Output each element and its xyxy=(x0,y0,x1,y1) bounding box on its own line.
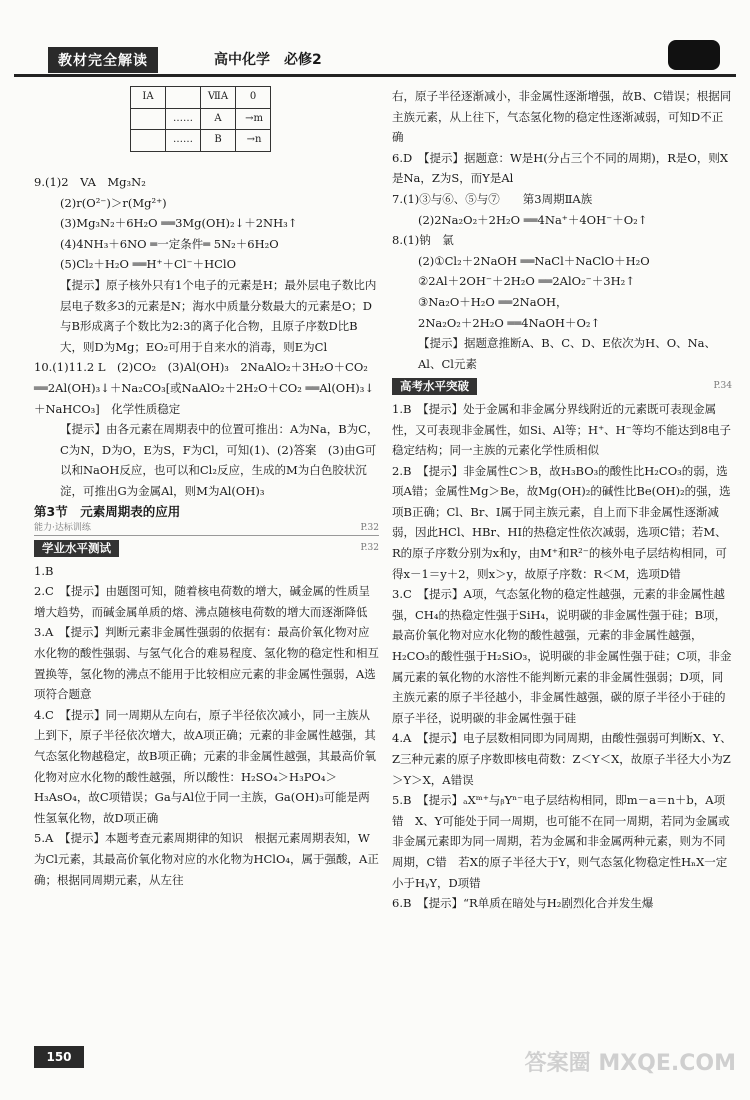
question-answer: 2.B 【提示】非金属性C＞B，故H₃BO₃的酸性比H₂CO₃的弱，选项A错；金属性Mg＞Be，故Mg(OH)₂的碱性比Be(OH)₂的强，选项B正确；Cl、Br、I属于同主族元素，自上而下非金属性逐渐减弱，因此HCl、HBr、HI的热稳定性依次减弱，选项C错；若M、R的原子序数分别为x和y，由M⁺和R²⁻的核外电子层结构相同，可得x－1＝y＋2，则x＞y，故原子序数：R＜M，选项D错 xyxy=(392,463,731,581)
left-column xyxy=(34,86,379,890)
arrow-n: →n xyxy=(246,134,262,146)
answer-line: (5)Cl₂＋H₂O ══H⁺＋Cl⁻＋HClO xyxy=(60,257,237,272)
bar-page: P.32 xyxy=(360,523,379,534)
cell: A xyxy=(201,108,236,130)
cell xyxy=(236,130,271,152)
watermark-logo: 答案圈 MXQE.COM xyxy=(524,1051,736,1076)
question-answer: 4.A 【提示】电子层数相同即为同周期，由酸性强弱可判断X、Y、Z三种元素的原子序数即核电荷数：Z＜Y＜X，故原子半径大小为Z＞Y＞X，A错误 xyxy=(392,731,732,787)
answer-line: (2)2Na₂O₂＋2H₂O ══4Na⁺＋4OH⁻＋O₂↑ xyxy=(418,212,648,227)
answer-line: (2)①Cl₂＋2NaOH ══NaCl＋NaClO＋H₂O xyxy=(418,253,650,268)
header-title: 高中化学 必修2 xyxy=(214,52,322,68)
answer-line: (2)r(O²⁻)＞r(Mg²⁺) xyxy=(60,195,167,210)
answer-line: ②2Al＋2OH⁻＋2H₂O ══2AlO₂⁻＋3H₂↑ xyxy=(418,274,635,289)
hint-paragraph: 【提示】据题意推断A、B、C、D、E依次为H、O、Na、Al、Cl元素 xyxy=(418,336,717,371)
question-answer: 6.B 【提示】“R单质在暗处与H₂剧烈化合并发生爆 xyxy=(392,896,654,911)
cell: …… xyxy=(166,130,201,152)
publisher-logo-icon xyxy=(668,40,720,70)
subsection-header xyxy=(392,376,732,397)
hint-paragraph: 【提示】原子核外只有1个电子的元素是H；最外层电子数比内层电子数多3的元素是N；海水中质量分数最大的元素是O；D与B形成离子个数比为2:3的离子化合物，且原子序数D比B大，则D为Mg；EO₂可用于自来水的消毒，则E为Cl xyxy=(60,277,377,354)
subsection-page: P.32 xyxy=(360,543,379,554)
subsection-page: P.34 xyxy=(713,381,732,392)
answer-line: (4)4NH₃＋6NO ═一定条件═ 5N₂＋6H₂O xyxy=(60,236,279,251)
cell xyxy=(236,108,271,130)
question-answer: 2.C 【提示】由题图可知，随着核电荷数的增大，碱金属的性质呈增大趋势，而碱金属单质的熔、沸点随核电荷数的增大而逐渐降低 xyxy=(34,584,371,619)
cell xyxy=(166,87,201,109)
answer-line: (3)Mg₃N₂＋6H₂O ══3Mg(OH)₂↓＋2NH₃↑ xyxy=(60,216,298,231)
question-answer: 1.B xyxy=(34,563,54,578)
cell: 0 xyxy=(236,87,271,109)
page-number: 150 xyxy=(34,1046,84,1068)
bar-label: 能力·达标训练 xyxy=(34,523,91,534)
answer-line: 10.(1)11.2 L (2)CO₂ (3)Al(OH)₃ 2NaAlO₂＋3H₂O＋CO₂ ══2Al(OH)₃↓＋Na₂CO₃[或NaAlO₂＋2H₂O＋CO₂ ══Al(OH)₃↓＋NaHCO₃] 化学性质稳定 xyxy=(34,360,374,416)
answer-line: 6.D 【提示】据题意：W是H(分占三个不同的周期)，R是O，则X是Na，Z为S，而Y是Al xyxy=(392,150,729,186)
section-title: 第3节 元素周期表的应用 xyxy=(34,503,181,519)
question-answer: 1.B 【提示】处于金属和非金属分界线附近的元素既可表现金属性，又可表现非金属性，如Si、Al等；H⁺、H⁻等均不能达到8电子稳定结构；同一主族的元素化学性质相似 xyxy=(392,401,732,458)
subsection-header xyxy=(34,538,379,559)
section-bar xyxy=(34,522,379,536)
right-column xyxy=(392,86,732,914)
question-answer: 5.B 【提示】ₐXᵐ⁺与ᵦYⁿ⁻电子层结构相同，即m－a＝n＋b，A项错 X、Y可能处于同一周期，也可能不在同一周期，若同为金属或非金属元素即为同一周期，若为金属和非金属两种元素，则为不同周期，C错 若X的原子半径大于Y，则气态氢化物稳定性HₙX一定小于HᵧY，D项错 xyxy=(392,793,730,890)
cell: …… xyxy=(166,108,201,130)
hint-paragraph: 【提示】由各元素在周期表中的位置可推出：A为Na，B为C，C为N，D为O，E为S，F为Cl，可知(1)、(2)答案 (3)由G可以和NaOH反应，也可以和Cl₂反应，生成的M为白色胶状沉淀，可推出G为金属Al，则M为Al(OH)₃ xyxy=(60,422,379,498)
cell: B xyxy=(201,130,236,152)
cell xyxy=(131,108,166,130)
subsection-tag: 高考水平突破 xyxy=(392,378,477,395)
question-answer: 3.A 【提示】判断元素非金属性强弱的依据有：最高价氧化物对应水化物的酸性强弱、与氢气化合的难易程度、氢化物的稳定性和相互置换等，氢化物的沸点不能用于比较相应元素的非金属性强弱，A选项符合题意 xyxy=(34,625,379,702)
page-header xyxy=(14,44,736,77)
book-series-tag: 教材完全解读 xyxy=(48,47,158,73)
question-answer: 3.C 【提示】A项，气态氢化物的稳定性越强，元素的非金属性越强，CH₄的热稳定性强于SiH₄，说明碳的非金属性强于硅；B项，最高价氧化物对应水化物的酸性越强，元素的非金属性越强，H₂CO₃的酸性强于H₂SiO₃，说明碳的非金属性强于硅；C项，非金属元素的氧化物的水溶性不能判断元素的非金属性强弱；D项，同主族元素的原子半径越小，非金属性越强，碳的原子半径小于硅的原子半径，说明碳的非金属性强于硅 xyxy=(392,587,732,725)
answer-line: 7.(1)③与⑥、⑤与⑦ 第3周期ⅡA族 xyxy=(392,191,593,206)
answer-line: ③Na₂O＋H₂O ══2NaOH， xyxy=(418,294,568,309)
answer-line: 9.(1)2 VA Mg₃N₂ xyxy=(34,175,146,189)
answer-line: 8.(1)钠 氯 xyxy=(392,233,454,248)
question-answer: 5.A 【提示】本题考查元素周期律的知识 根据元素周期表知，W为Cl元素，其最高价氧化物对应的水化物为HClO₄，属于强酸，A正确；根据同周期元素，从左往 xyxy=(34,831,379,887)
cell: ⅠA xyxy=(131,87,166,109)
subsection-tag: 学业水平测试 xyxy=(34,540,119,557)
answer-line: 右，原子半径逐渐减小，非金属性逐渐增强，故B、C错误；根据同主族元素，从上往下，气态氢化物的稳定性逐渐减弱，可知D不正确 xyxy=(392,89,732,145)
arrow-m: →m xyxy=(245,112,263,124)
question-answer: 4.C 【提示】同一周期从左向右，原子半径依次减小，同一主族从上到下，原子半径依次增大，故A项正确；元素的非金属性越强，其气态氢化物越稳定，故B项正确；元素的非金属性越强，其最高价氧化物对应水化物的酸性越强，所以酸性：H₂SO₄＞H₃PO₄＞H₃AsO₄，故C项错误；Ga与Al位于同一主族，Ga(OH)₃可能是两性氢氧化物，故D项正确 xyxy=(34,707,376,825)
periodic-table-sketch xyxy=(34,86,379,172)
cell xyxy=(131,130,166,152)
cell: ⅦA xyxy=(201,87,236,109)
element-grid xyxy=(130,86,271,152)
answer-line: 2Na₂O₂＋2H₂O ══4NaOH＋O₂↑ xyxy=(418,315,601,330)
